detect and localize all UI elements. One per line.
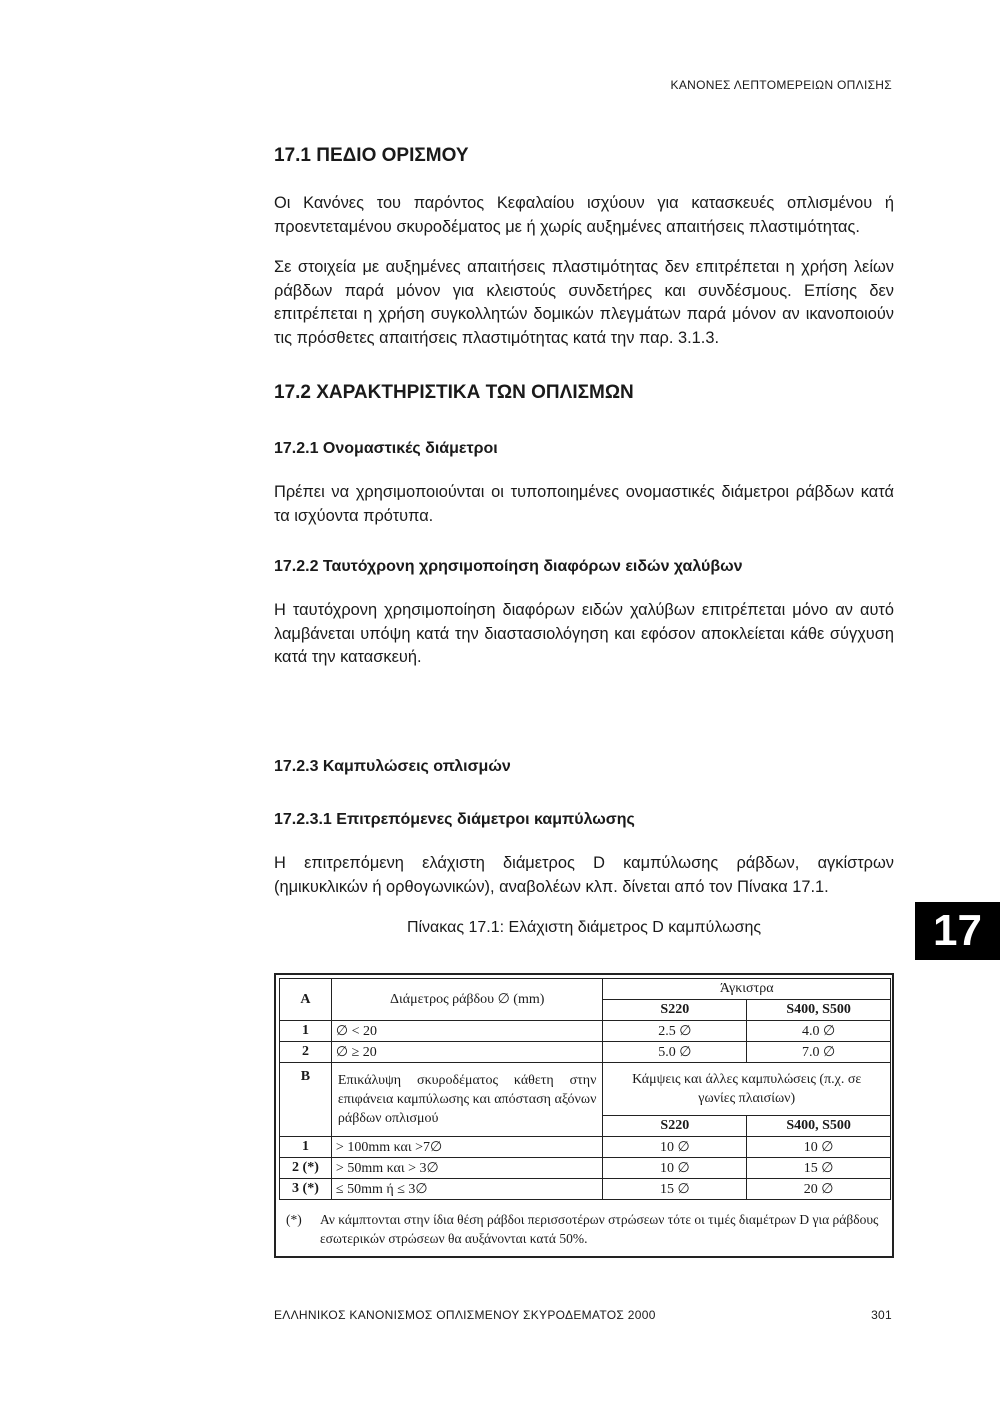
- section-b-label: B: [280, 1063, 332, 1137]
- row-id: 1: [280, 1021, 332, 1042]
- row-condition: > 50mm και > 3∅: [331, 1158, 603, 1179]
- section-17-2-2-paragraph: Η ταυτόχρονη χρησιμοποίηση διαφόρων ειδών χαλύβων επιτρέπεται μόνο αν αυτό λαμβάνεται υπόψη κατά την διαστασιολόγηση και εφόσον αποκλείεται κάθε σύγχυση κατά την κατασκευή.: [274, 601, 894, 666]
- row-condition: ≤ 50mm ή ≤ 3∅: [331, 1179, 603, 1200]
- row-id: 1: [280, 1137, 332, 1158]
- table-row: [280, 979, 891, 1000]
- running-header: ΚΑΝΟΝΕΣ ΛΕΠΤΟΜΕΡΕΙΩΝ ΟΠΛΙΣΗΣ: [670, 78, 892, 92]
- row-s220-value: 2.5 ∅: [603, 1021, 747, 1042]
- section-17-1-paragraph-1: Οι Κανόνες του παρόντος Κεφαλαίου ισχύουν για κατασκευές οπλισμένου ή προεντεταμένου σκυροδέματος με ή χωρίς αυξημένες απαιτήσεις πλαστιμότητας.: [274, 194, 894, 236]
- bends-group-header: Κάμψεις και άλλες καμπυλώσεις (π.χ. σε γωνίες πλαισίων): [603, 1063, 891, 1116]
- row-s400-value: 4.0 ∅: [747, 1021, 891, 1042]
- row-id: 3 (*): [280, 1179, 332, 1200]
- section-a-description: Διάμετρος ράβδου ∅ (mm): [331, 979, 603, 1021]
- row-condition: ∅ ≥ 20: [331, 1042, 603, 1063]
- row-s220-value: 10 ∅: [603, 1158, 747, 1179]
- row-id: 2 (*): [280, 1158, 332, 1179]
- section-a-label: A: [280, 979, 332, 1021]
- table-row: [280, 1042, 891, 1063]
- row-s400-value: 10 ∅: [747, 1137, 891, 1158]
- row-id: 2: [280, 1042, 332, 1063]
- row-s220-value: 10 ∅: [603, 1137, 747, 1158]
- hooks-group-header: Άγκιστρα: [603, 979, 891, 1000]
- row-condition: > 100mm και >7∅: [331, 1137, 603, 1158]
- table-row: [280, 1179, 891, 1200]
- section-17-2-1-title: 17.2.1 Ονομαστικές διάμετροι: [274, 440, 498, 457]
- section-17-2-title: 17.2 ΧΑΡΑΚΤΗΡΙΣΤΙΚΑ ΤΩΝ ΟΠΛΙΣΜΩΝ: [274, 382, 634, 403]
- section-17-2-1-paragraph: Πρέπει να χρησιμοποιούνται οι τυποποιημένες ονομαστικές διάμετροι ράβδων κατά τα ισχύοντα πρότυπα.: [274, 483, 894, 525]
- column-s220-header: S220: [603, 1000, 747, 1021]
- table-row: [280, 1021, 891, 1042]
- footer-publication: ΕΛΛΗΝΙΚΟΣ ΚΑΝΟΝΙΣΜΟΣ ΟΠΛΙΣΜΕΝΟΥ ΣΚΥΡΟΔΕΜΑΤΟΣ 2000: [274, 1308, 656, 1322]
- section-b-description: Επικάλυψη σκυροδέματος κάθετη στην επιφάνεια καμπύλωσης και απόσταση αξόνων ράβδων οπλισμού: [331, 1063, 603, 1137]
- table-row: [280, 1063, 891, 1116]
- table-caption: Πίνακας 17.1: Ελάχιστη διάμετρος D καμπύλωσης: [406, 919, 762, 936]
- page-number: 301: [871, 1308, 892, 1322]
- row-s400-value: 7.0 ∅: [747, 1042, 891, 1063]
- bend-diameter-table: [274, 973, 894, 1258]
- table-row: [280, 1137, 891, 1158]
- row-s220-value: 15 ∅: [603, 1179, 747, 1200]
- chapter-tab: 17: [915, 902, 1000, 960]
- section-17-2-2-title: 17.2.2 Ταυτόχρονη χρησιμοποίηση διαφόρων ειδών χαλύβων: [274, 558, 743, 575]
- section-17-2-3-1-paragraph: Η επιτρεπόμενη ελάχιστη διάμετρος D καμπύλωσης ράβδων, αγκίστρων (ημικυκλικών ή ορθογωνικών), αναβολέων κλπ. δίνεται από τον Πίνακα 17.1.: [274, 854, 894, 896]
- table-footnote: [276, 1200, 892, 1256]
- row-condition: ∅ < 20: [331, 1021, 603, 1042]
- table-row: [280, 1158, 891, 1179]
- row-s220-value: 5.0 ∅: [603, 1042, 747, 1063]
- footnote-mark: (*): [286, 1212, 302, 1227]
- footnote-text: Αν κάμπτονται στην ίδια θέση ράβδοι περισσοτέρων στρώσεων τότε οι τιμές διαμέτρων D για ράβδους εσωτερικών στρώσεων θα αυξάνονται κατά 50%.: [320, 1212, 879, 1246]
- section-17-1-paragraph-2: Σε στοιχεία με αυξημένες απαιτήσεις πλαστιμότητας δεν επιτρέπεται η χρήση λείων ράβδων παρά μόνον για κλειστούς συνδετήρες και συνδέσμους. Επίσης δεν επιτρέπεται η χρήση συγκολλητών δομικών πλεγμάτων παρά μόνον αν ικανοποιούν τις πρόσθετες απαιτήσεις πλαστιμότητας κατά την παρ. 3.1.3.: [274, 258, 894, 347]
- column-s400-header: S400, S500: [747, 1116, 891, 1137]
- column-s220-header: S220: [603, 1116, 747, 1137]
- table-grid: [279, 978, 891, 1200]
- section-17-2-3-1-title: 17.2.3.1 Επιτρεπόμενες διάμετροι καμπύλωσης: [274, 811, 635, 828]
- section-17-2-3-title: 17.2.3 Καμπυλώσεις οπλισμών: [274, 758, 511, 775]
- row-s400-value: 20 ∅: [747, 1179, 891, 1200]
- row-s400-value: 15 ∅: [747, 1158, 891, 1179]
- column-s400-header: S400, S500: [747, 1000, 891, 1021]
- section-17-1-title: 17.1 ΠΕΔΙΟ ΟΡΙΣΜΟΥ: [274, 145, 469, 166]
